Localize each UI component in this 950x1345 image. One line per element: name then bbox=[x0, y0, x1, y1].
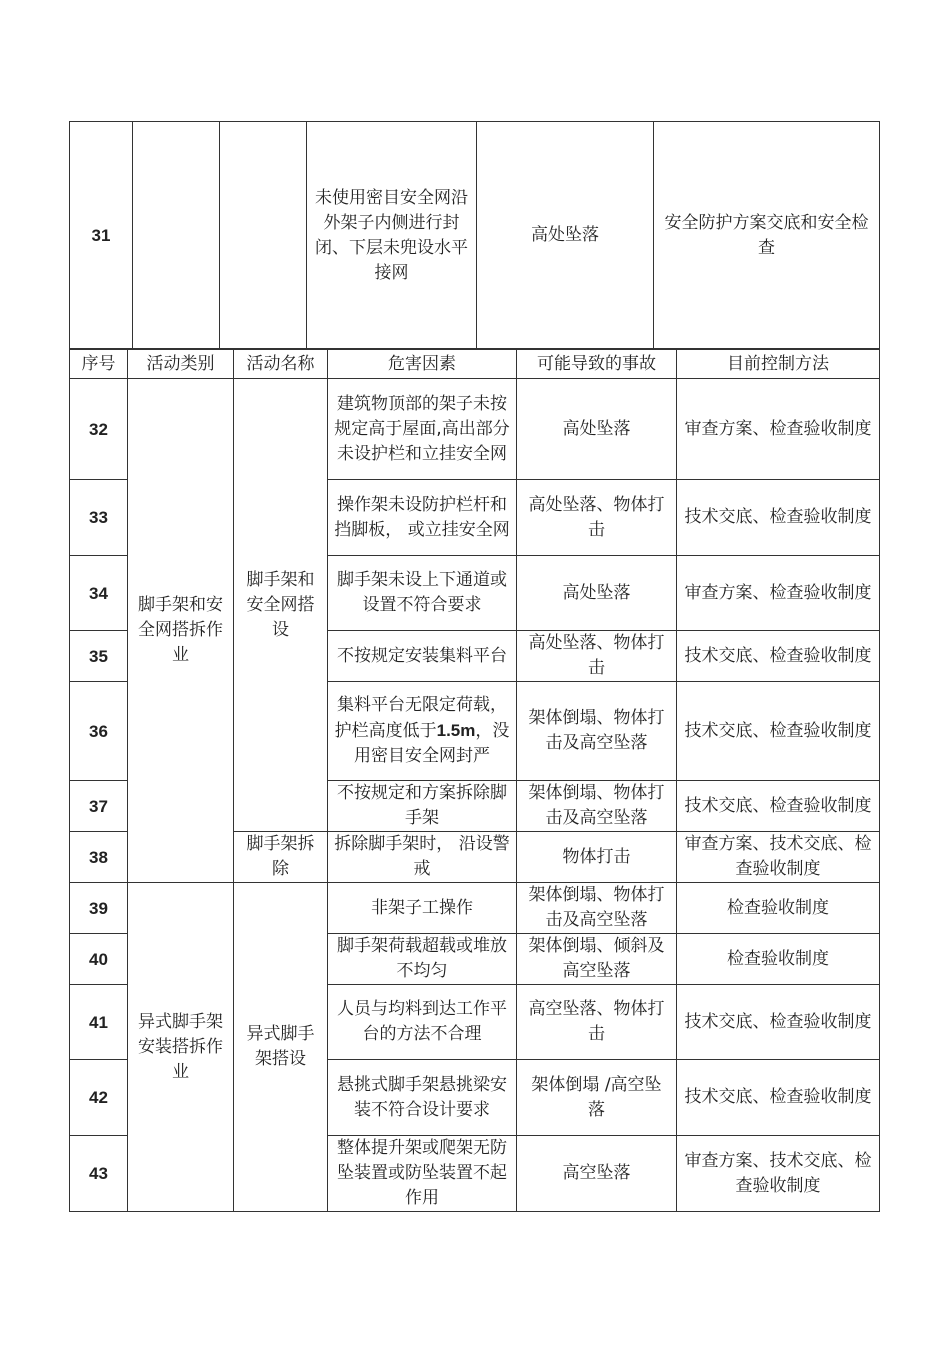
control-cell: 技术交底、检查验收制度 bbox=[677, 781, 880, 832]
accident-cell: 高空坠落、物体打击 bbox=[517, 985, 677, 1060]
category-cell bbox=[133, 122, 220, 350]
row-number: 33 bbox=[70, 480, 128, 556]
control-cell: 技术交底、检查验收制度 bbox=[677, 1060, 880, 1136]
category-cell: 异式脚手架安装搭拆作业 bbox=[128, 883, 234, 1212]
hazard-cell: 悬挑式脚手架悬挑梁安装不符合设计要求 bbox=[328, 1060, 517, 1136]
accident-cell: 高处坠落 bbox=[477, 122, 654, 350]
accident-cell: 高空坠落 bbox=[517, 1136, 677, 1212]
hazard-text: 集料平台无限定荷载，护栏高度低于 bbox=[334, 695, 507, 741]
header-activity: 活动名称 bbox=[234, 349, 328, 379]
accident-cell: 高处坠落 bbox=[517, 556, 677, 631]
hazard-cell: 非架子工操作 bbox=[328, 883, 517, 934]
accident-cell: 高处坠落 bbox=[517, 379, 677, 480]
row-number: 32 bbox=[70, 379, 128, 480]
control-cell: 技术交底、检查验收制度 bbox=[677, 631, 880, 682]
table-row bbox=[70, 122, 880, 350]
hazard-cell bbox=[328, 682, 517, 781]
header-accident: 可能导致的事故 bbox=[517, 349, 677, 379]
row-number: 41 bbox=[70, 985, 128, 1060]
hazard-cell: 操作架未设防护栏杆和挡脚板， 或立挂安全网 bbox=[328, 480, 517, 556]
control-cell: 审查方案、检查验收制度 bbox=[677, 556, 880, 631]
activity-cell: 脚手架拆除 bbox=[234, 832, 328, 883]
table-row bbox=[70, 379, 880, 480]
control-cell: 安全防护方案交底和安全检查 bbox=[654, 122, 880, 350]
row-number: 37 bbox=[70, 781, 128, 832]
hazard-text: ，没用密目安全网封严 bbox=[354, 721, 510, 766]
control-cell: 检查验收制度 bbox=[677, 934, 880, 985]
row-number: 36 bbox=[70, 682, 128, 781]
accident-cell: 架体倒塌、物体打击及高空坠落 bbox=[517, 883, 677, 934]
accident-cell: 物体打击 bbox=[517, 832, 677, 883]
control-cell: 技术交底、检查验收制度 bbox=[677, 480, 880, 556]
row-number: 43 bbox=[70, 1136, 128, 1212]
row-number: 38 bbox=[70, 832, 128, 883]
hazard-table bbox=[69, 348, 880, 1212]
control-cell: 审查方案、检查验收制度 bbox=[677, 379, 880, 480]
hazard-cell: 人员与均料到达工作平台的方法不合理 bbox=[328, 985, 517, 1060]
row-number: 40 bbox=[70, 934, 128, 985]
accident-cell: 高处坠落、物体打击 bbox=[517, 480, 677, 556]
accident-cell: 架体倒塌、倾斜及高空坠落 bbox=[517, 934, 677, 985]
hazard-cell: 脚手架未设上下通道或设置不符合要求 bbox=[328, 556, 517, 631]
row-number: 39 bbox=[70, 883, 128, 934]
control-cell: 审查方案、技术交底、检查验收制度 bbox=[677, 832, 880, 883]
hazard-cell: 整体提升架或爬架无防坠装置或防坠装置不起作用 bbox=[328, 1136, 517, 1212]
top-table bbox=[69, 121, 880, 350]
control-cell: 技术交底、检查验收制度 bbox=[677, 682, 880, 781]
row-number: 34 bbox=[70, 556, 128, 631]
header-hazard: 危害因素 bbox=[328, 349, 517, 379]
hazard-cell: 拆除脚手架时， 沿设警戒 bbox=[328, 832, 517, 883]
activity-cell: 异式脚手架搭设 bbox=[234, 883, 328, 1212]
header-category: 活动类别 bbox=[128, 349, 234, 379]
accident-cell: 架体倒塌、物体打击及高空坠落 bbox=[517, 781, 677, 832]
hazard-cell: 脚手架荷载超载或堆放不均匀 bbox=[328, 934, 517, 985]
hazard-cell: 不按规定和方案拆除脚手架 bbox=[328, 781, 517, 832]
hazard-cell: 建筑物顶部的架子未按规定高于屋面,高出部分未设护栏和立挂安全网 bbox=[328, 379, 517, 480]
control-cell: 检查验收制度 bbox=[677, 883, 880, 934]
row-number: 35 bbox=[70, 631, 128, 682]
hazard-cell: 不按规定安装集料平台 bbox=[328, 631, 517, 682]
hazard-cell: 未使用密目安全网沿外架子内侧进行封闭、下层未兜设水平接网 bbox=[307, 122, 477, 350]
control-cell: 技术交底、检查验收制度 bbox=[677, 985, 880, 1060]
header-no: 序号 bbox=[70, 349, 128, 379]
table-row bbox=[70, 883, 880, 934]
control-cell: 审查方案、技术交底、检查验收制度 bbox=[677, 1136, 880, 1212]
row-number: 31 bbox=[70, 122, 133, 350]
activity-cell: 脚手架和安全网搭设 bbox=[234, 379, 328, 832]
category-cell: 脚手架和安全网搭拆作业 bbox=[128, 379, 234, 883]
accident-cell: 高处坠落、物体打击 bbox=[517, 631, 677, 682]
hazard-height-value: 1.5m bbox=[436, 721, 476, 740]
accident-cell: 架体倒塌、物体打击及高空坠落 bbox=[517, 682, 677, 781]
header-control: 目前控制方法 bbox=[677, 349, 880, 379]
row-number: 42 bbox=[70, 1060, 128, 1136]
table-header-row bbox=[70, 349, 880, 379]
activity-cell bbox=[220, 122, 307, 350]
accident-cell: 架体倒塌 /高空坠落 bbox=[517, 1060, 677, 1136]
